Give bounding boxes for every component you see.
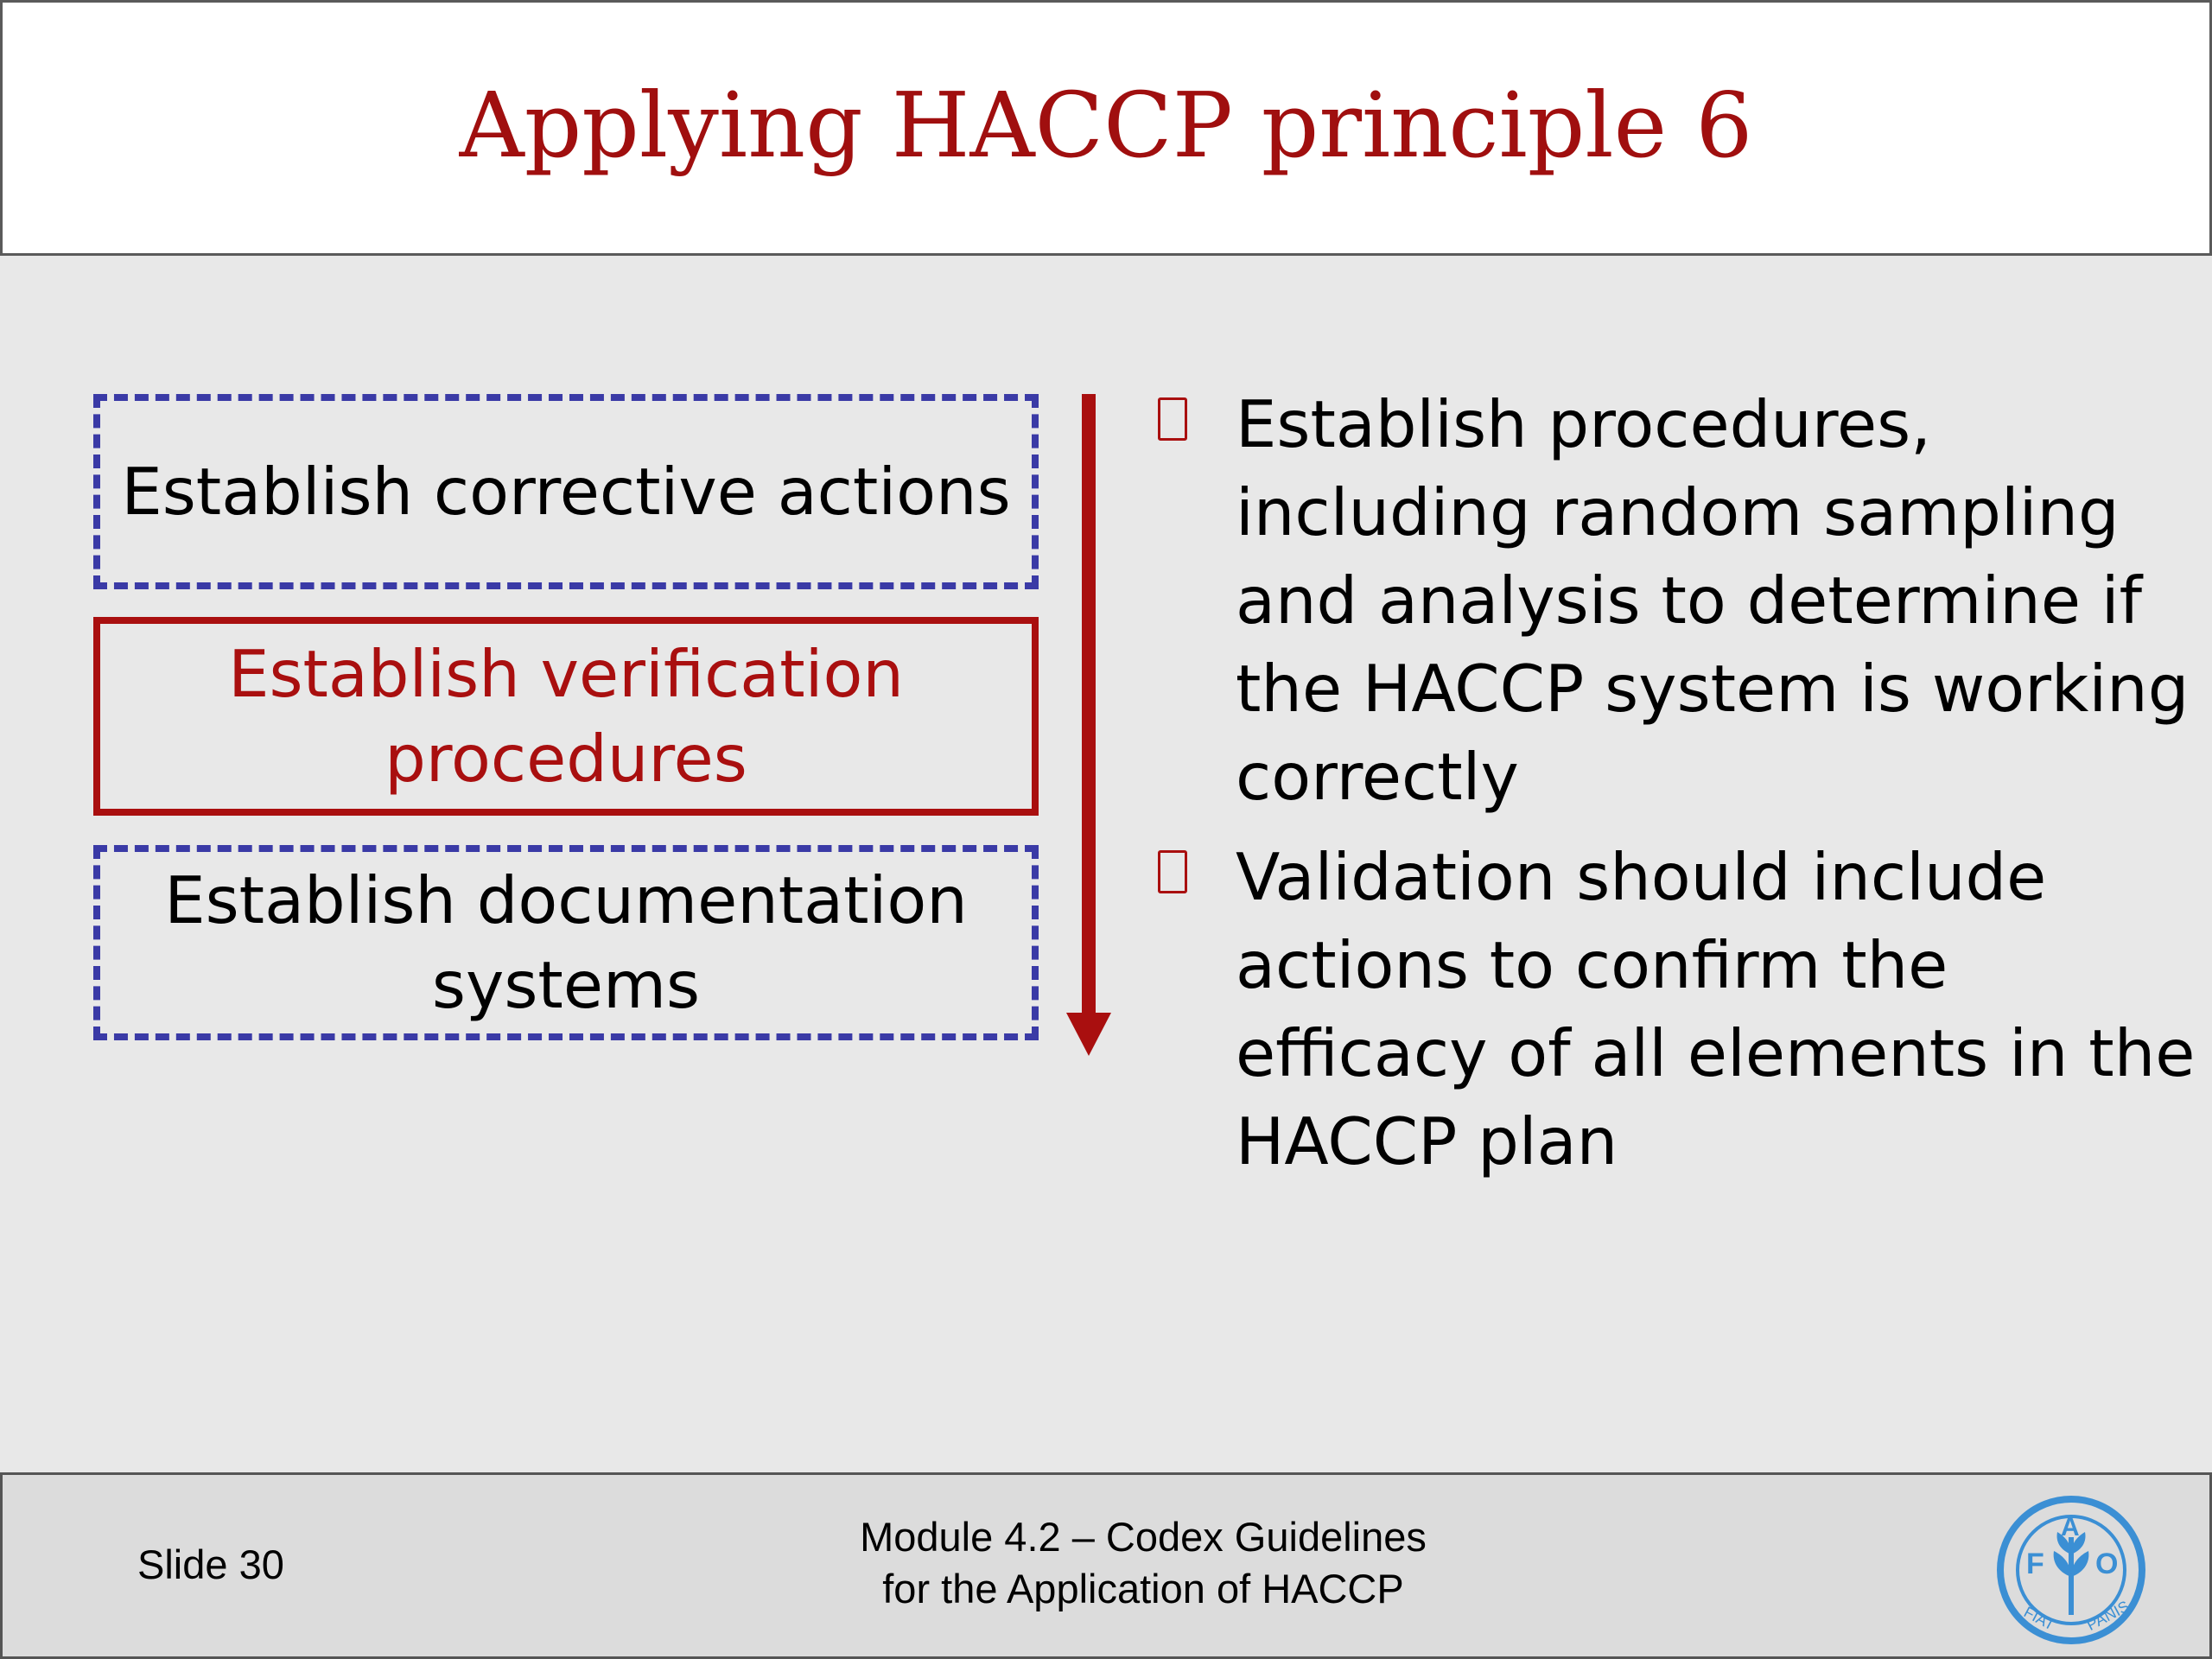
arrow-shaft <box>1082 394 1096 1016</box>
svg-text:FIAT: FIAT <box>2021 1603 2058 1634</box>
step-corrective-actions <box>93 394 1039 589</box>
bullet-text: Validation should include actions to confirm the efficacy of all elements in the HACCP plan <box>1236 839 2196 1179</box>
svg-text:F: F <box>2026 1548 2044 1580</box>
step-verification-procedures <box>93 617 1039 816</box>
svg-text:PANIS: PANIS <box>2083 1597 2133 1634</box>
svg-text:A: A <box>2061 1513 2080 1541</box>
slide-number: Slide 30 <box>137 1541 284 1587</box>
step-label: Establish verification procedures <box>228 636 904 797</box>
slide-title: Applying HACCP principle 6 <box>459 73 1753 178</box>
bullet-box-icon <box>1158 397 1187 441</box>
step-documentation-systems <box>93 845 1039 1040</box>
module-line-1: Module 4.2 – Codex Guidelines <box>860 1514 1427 1560</box>
title-bar <box>0 0 2212 256</box>
step-label: Establish documentation systems <box>164 862 968 1023</box>
list-item <box>1158 833 2203 1185</box>
svg-text:O: O <box>2095 1548 2119 1580</box>
bullet-text: Establish procedures, including random sampling and analysis to determine if the HACCP system is working correctly <box>1236 386 2190 815</box>
list-item <box>1158 380 2203 821</box>
arrow-head <box>1066 1013 1111 1056</box>
module-line-2: for the Application of HACCP <box>882 1566 1404 1611</box>
bullet-list <box>1158 380 2203 1198</box>
module-caption <box>763 1511 1523 1615</box>
down-arrow-icon <box>1063 394 1115 1059</box>
step-label: Establish corrective actions <box>121 454 1011 530</box>
bullet-box-icon <box>1158 850 1187 893</box>
fao-logo-icon <box>1995 1494 2147 1646</box>
footer <box>0 1472 2212 1659</box>
